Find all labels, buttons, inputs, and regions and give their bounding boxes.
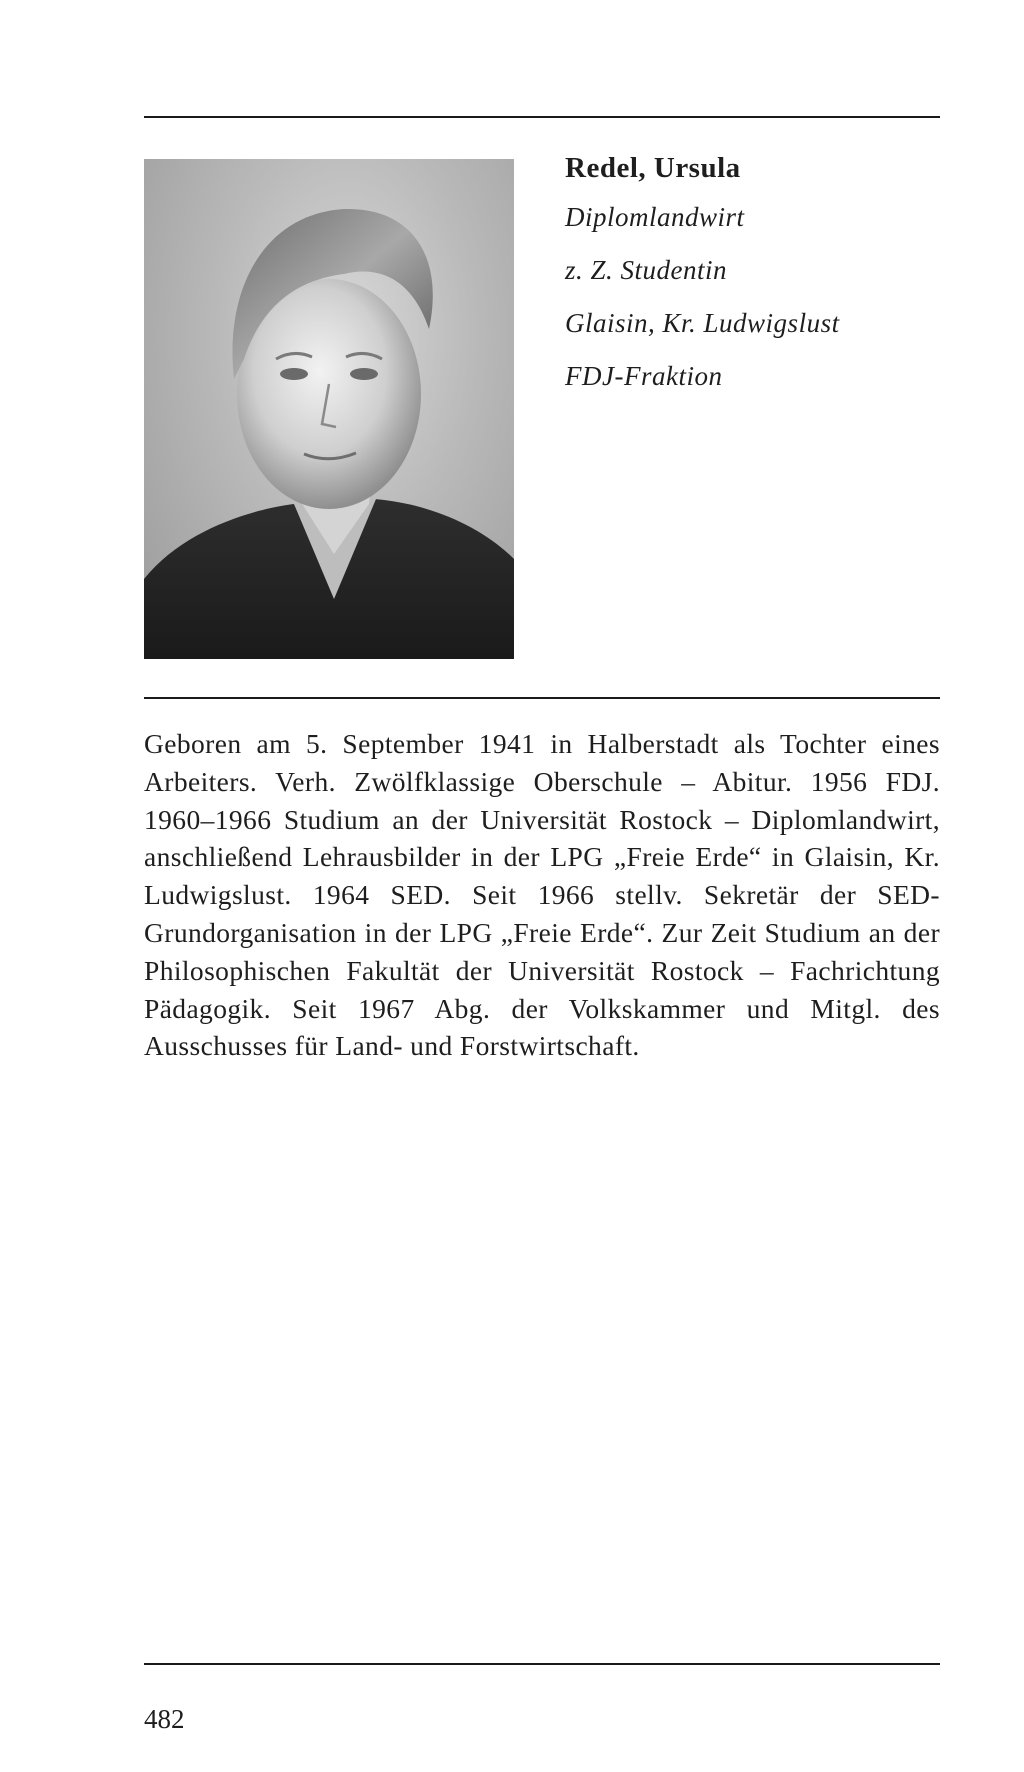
entry-header	[565, 150, 945, 411]
current-status: z. Z. Studentin	[565, 255, 728, 285]
person-name: Redel, Ursula	[565, 152, 741, 184]
bottom-rule	[144, 1663, 940, 1665]
portrait-drawing	[144, 159, 514, 659]
middle-rule	[144, 697, 940, 699]
profession: Diplomlandwirt	[565, 202, 745, 232]
biography-text: Geboren am 5. September 1941 in Halberstadt als Tochter eines Arbeiters. Verh. Zwölfklassige Oberschule – Abitur. 1956 FDJ. 1960–1966 Studium an der Universität Rostock – Diplomlandwirt, anschließend Lehrausbilder in der LPG „Freie Erde“ in Glaisin, Kr. Ludwigslust. 1964 SED. Seit 1966 stellv. Sekretär der SED-Grundorganisation in der LPG „Freie Erde“. Zur Zeit Studium an der Philosophischen Fakultät der Universität Rostock – Fachrichtung Pädagogik. Seit 1967 Abg. der Volkskammer und Mitgl. des Ausschusses für Land- und Forstwirtschaft.	[144, 728, 940, 1062]
faction: FDJ-Fraktion	[565, 361, 723, 391]
residence: Glaisin, Kr. Ludwigslust	[565, 308, 840, 338]
page-number: 482	[144, 1704, 185, 1734]
top-rule	[144, 116, 940, 118]
portrait-photo	[144, 159, 514, 659]
